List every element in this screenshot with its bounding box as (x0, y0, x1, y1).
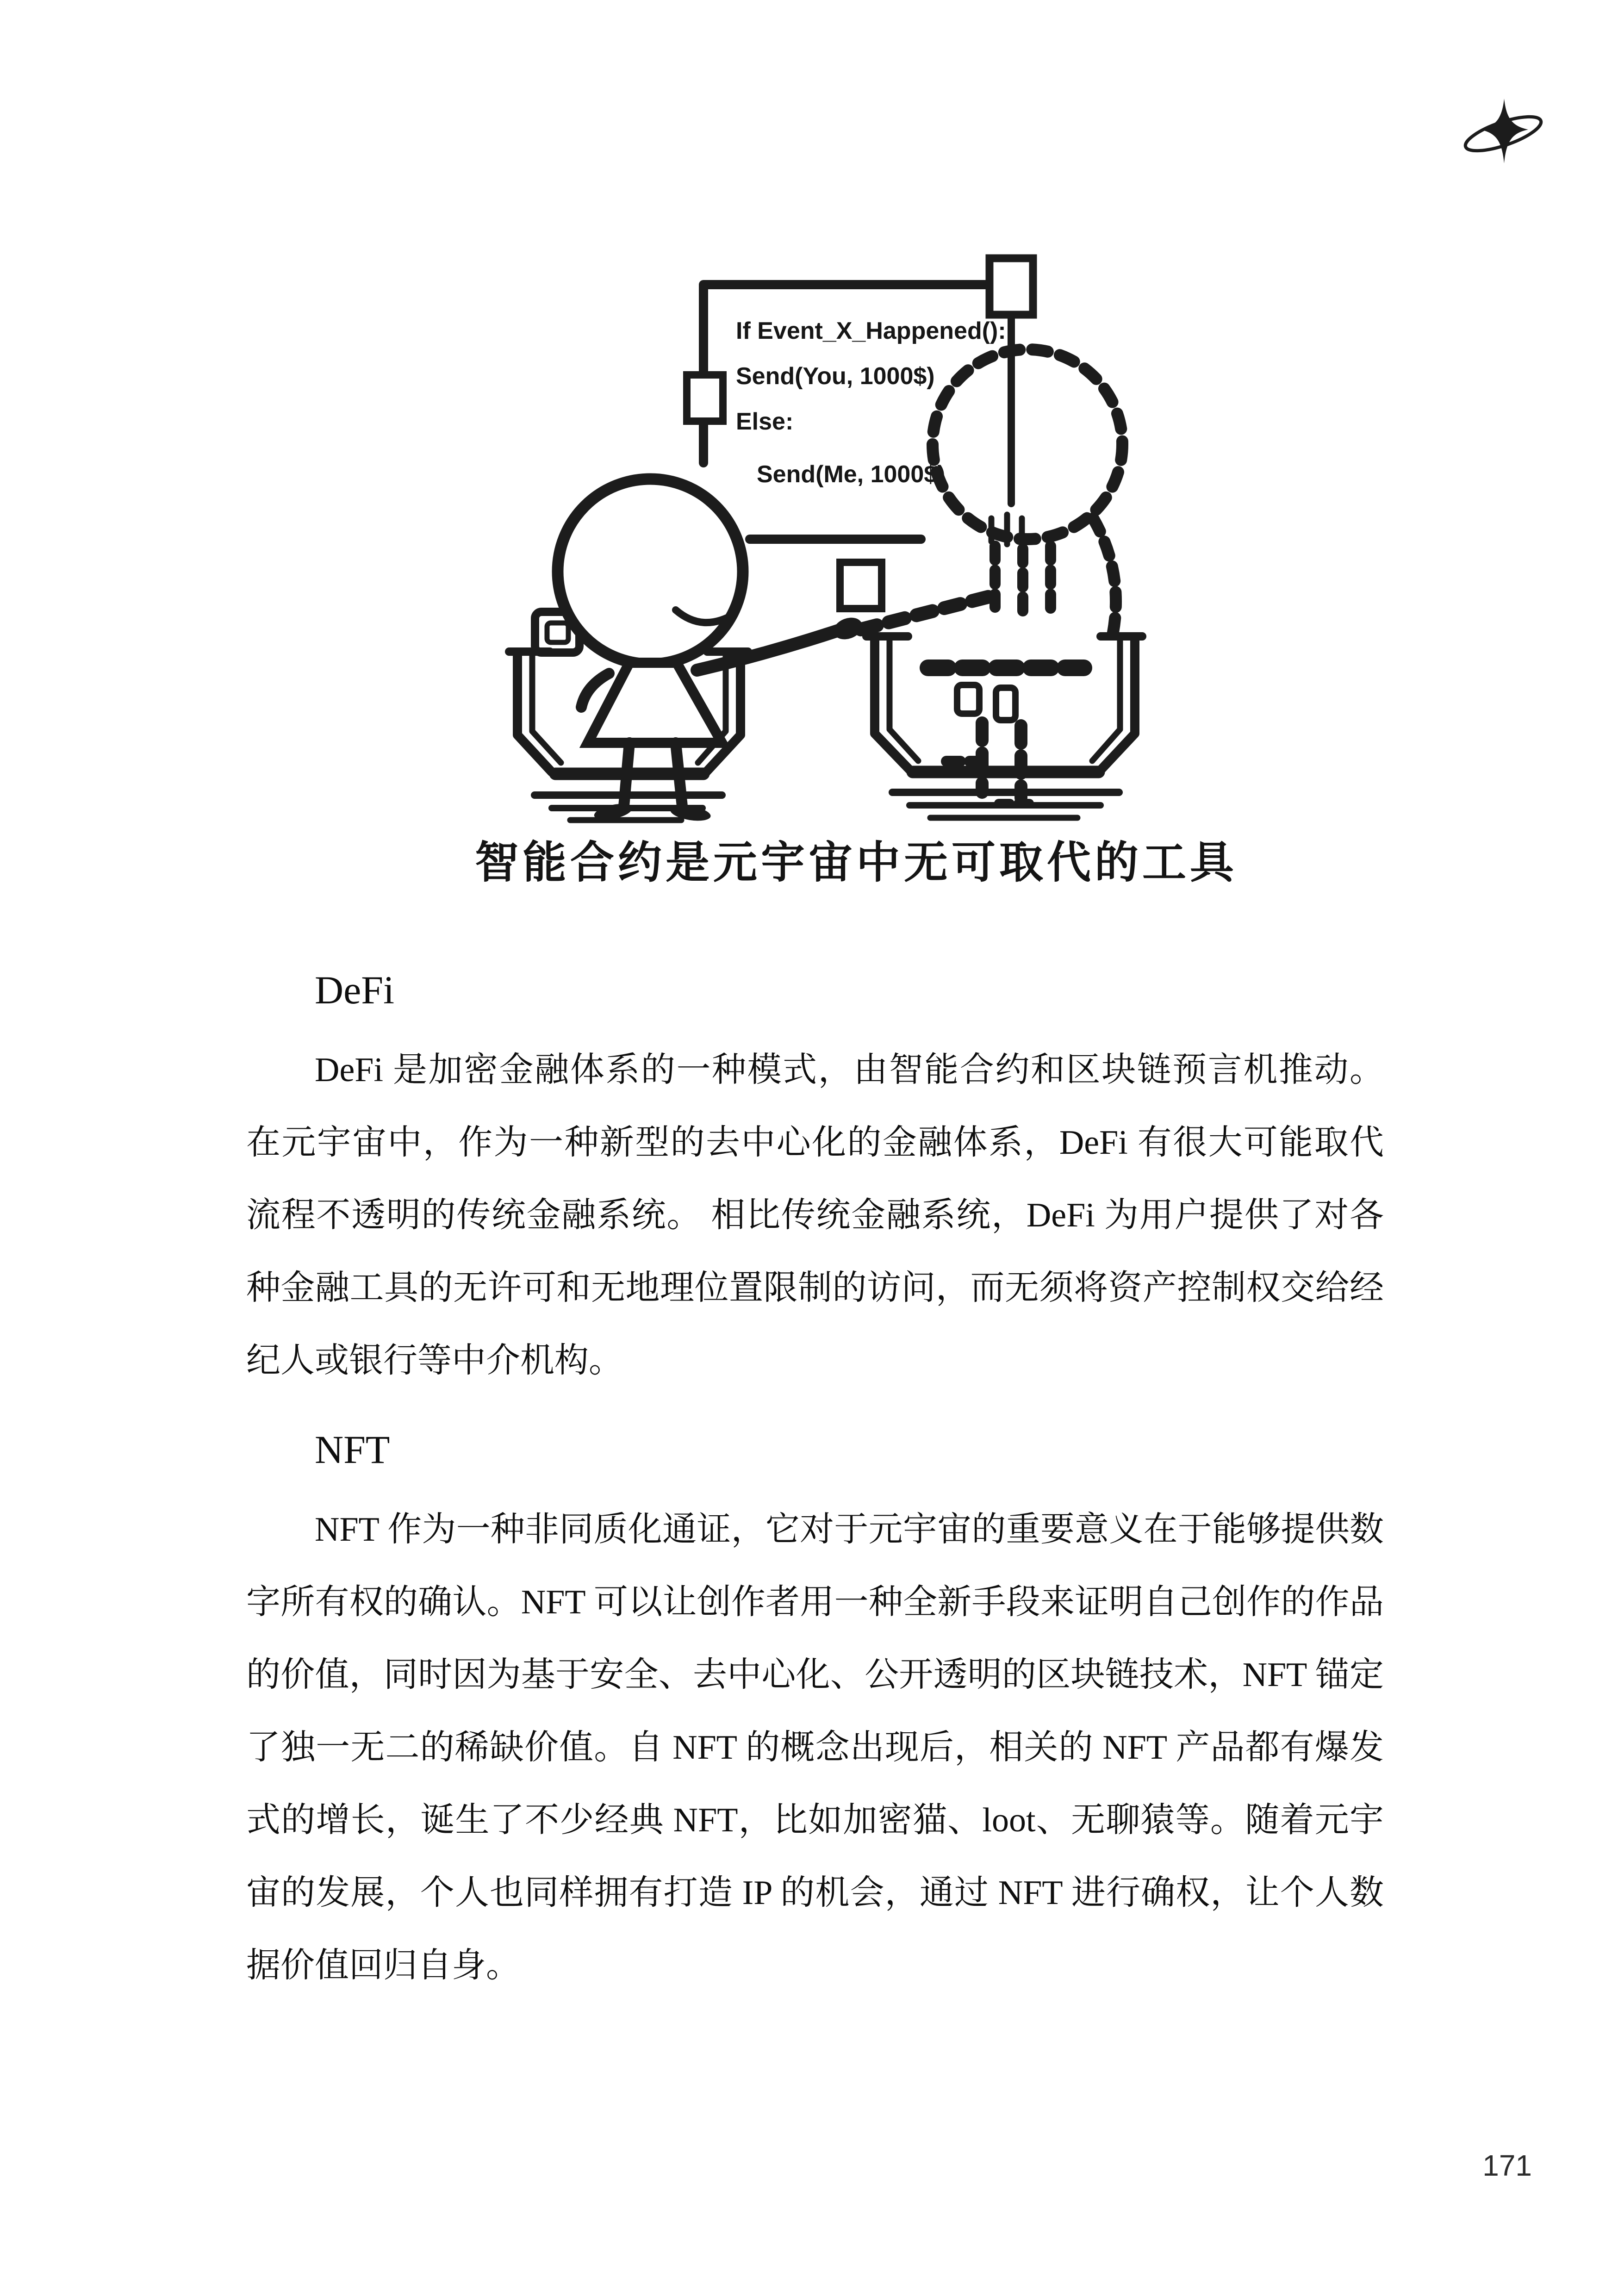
section-body-nft: NFT 作为一种非同质化通证，它对于元宇宙的重要意义在于能够提供数字所有权的确认。NFT 可以让创作者用一种全新手段来证明自己创作的作品的价值，同时因为基于安全、去中心化、公开透明的区块链技术，NFT 锚定了独一无二的稀缺价值。自 NFT 的概念出现后，相关的 NFT 产品都有爆发式的增长，诞生了不少经典 NFT，比如加密猫、loot、无聊猿等。随着元宇宙的发展，个人也同样拥有打造 IP 的机会，通过 NFT 进行确权，让个人数据价值回归自身。 (246, 1511, 1384, 1985)
node-square-left (687, 375, 723, 421)
page-number: 171 (1482, 2149, 1532, 2182)
star-sparkle-icon (1462, 95, 1547, 169)
code-line-4: Send(Me, 1000$) (757, 461, 946, 488)
code-line-1: If Event_X_Happened(): (736, 317, 1006, 344)
person-leg (624, 743, 629, 806)
person-leg (676, 743, 682, 806)
section-body-defi: DeFi 是加密金融体系的一种模式，由智能合约和区块链预言机推动。在元宇宙中，作为一种新型的去中心化的金融体系，DeFi 有很大可能取代流程不透明的传统金融系统。 相比传统金融系统，DeFi 为用户提供了对各种金融工具的无许可和无地理位置限制的访问，而无须将资产控制权交给经纪人或银行等中介机构。 (246, 1051, 1384, 1380)
chain-figure (861, 349, 1122, 803)
section-heading-nft: NFT (315, 1427, 390, 1472)
code-line-3: Else: (736, 408, 794, 435)
person-hand (830, 614, 865, 643)
page-content (246, 970, 1384, 2035)
person-head (558, 479, 743, 664)
section-heading-defi: DeFi (315, 968, 394, 1012)
four-point-star (1480, 99, 1528, 163)
node-square-bottom (840, 562, 882, 609)
node-square-top-right (989, 258, 1033, 315)
smart-contract-illustration (491, 222, 1305, 833)
figure-caption: 智能合约是元宇宙中无可取代的工具 (474, 837, 1238, 888)
code-line-2: Send(You, 1000$) (736, 363, 935, 390)
chain-head-ring (933, 349, 1122, 539)
chain-arm-right (1093, 518, 1116, 640)
